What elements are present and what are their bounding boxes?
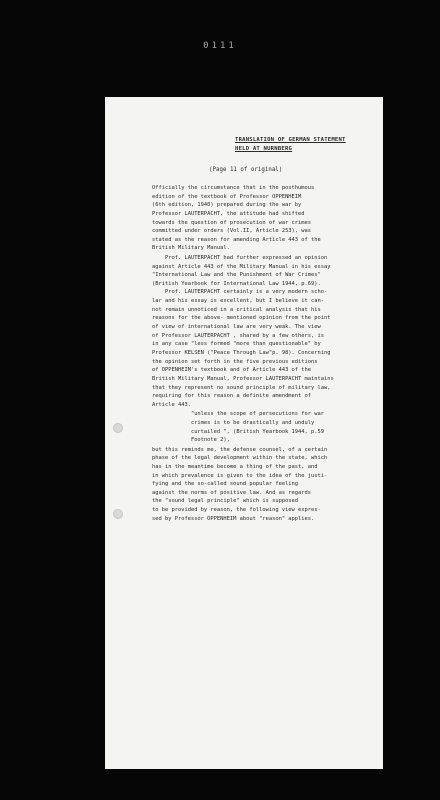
- body-line: but this reminds me, the defense counsel, of a certain: [152, 446, 328, 453]
- body-line: lar and his essay is excellent, but I believe it can-: [152, 298, 325, 305]
- body-line: against the norms of positive law. And as regards: [152, 489, 312, 496]
- body-line: (British Yearbook for International Law 1944, p.69).: [152, 280, 321, 287]
- document-page: [105, 97, 383, 769]
- body-line: requiring for this reason a definite amendment of: [152, 393, 312, 400]
- body-line: phase of the legal development within the state, which: [152, 455, 328, 462]
- body-line: that they represent no sound principle of military law,: [152, 384, 331, 391]
- body-line: Footnote 2),: [152, 437, 230, 444]
- page-reference: (Page 11 of original): [209, 167, 283, 173]
- body-line: fying and the so-called sound popular feeling: [152, 481, 299, 488]
- body-line: towards the question of prosecution of war crimes: [152, 219, 312, 226]
- body-text: [152, 184, 376, 523]
- body-line: British Military Manual.: [152, 245, 230, 252]
- body-line: of OPPENHEIM's textbook and of Article 443 of the: [152, 367, 312, 374]
- body-line: to be provided by reason, the following view expres-: [152, 507, 321, 514]
- body-line: curtailed ", (British Yearbook 1944, p.59: [152, 428, 325, 435]
- body-line: the opinion set forth in the five previous editions: [152, 358, 318, 365]
- document-heading: [235, 136, 375, 154]
- body-line: crimes is to be drastically and unduly: [152, 419, 315, 426]
- body-line: the "sound legal principle" which is supposed: [152, 498, 299, 505]
- body-line: Prof. LAUTERPACHT had further expressed an opinion: [152, 254, 328, 261]
- body-line: British Military Manual, Professor LAUTERPACHT maintains: [152, 375, 334, 382]
- body-line: not remain unnoticed in a critical analysis that his: [152, 306, 321, 313]
- heading-subtitle: HELD AT NURNBERG: [235, 146, 293, 152]
- punch-hole-top: [113, 423, 123, 433]
- body-line: Officially the circumstance that in the posthumous: [152, 185, 315, 191]
- frame-number: 0111: [203, 41, 237, 51]
- body-line: Professor KELSEN ("Peace Through Law"p. 98). Concerning: [152, 349, 331, 356]
- body-line: against Article 443 of the Military Manual in his essay: [152, 263, 331, 270]
- body-line: reasons for the above- mentioned opinion from the point: [152, 315, 331, 322]
- body-line: Professor LAUTERPACHT, the attitude had shifted: [152, 210, 305, 217]
- body-line: in which prevalence is given to the idea of the justi-: [152, 472, 328, 479]
- body-line: in any case "less formed "more than questionable" by: [152, 341, 321, 348]
- body-line: Article 443.: [152, 401, 191, 408]
- body-line: Prof. LAUTERPACHT certainly is a very modern scho-: [152, 289, 328, 296]
- punch-hole-bottom: [113, 509, 123, 519]
- body-line: (6th edition, 1940) prepared during the war by: [152, 202, 302, 209]
- body-line: of view of international law are very weak. The view: [152, 324, 321, 331]
- body-line: has in the meantime become a thing of the past, and: [152, 463, 318, 470]
- body-line: "unless the scope of persecutions for war: [152, 411, 325, 418]
- heading-title: TRANSLATION OF GERMAN STATEMENT: [235, 137, 346, 143]
- body-line: "International Law and the Punishment of War Crimes": [152, 272, 321, 279]
- body-line: committed under orders (Vol.II, Article 253), was: [152, 228, 312, 235]
- body-line: of Professor LAUTERPACHT , shared by a few others, is: [152, 332, 325, 339]
- body-line: edition of the textbook of Professor OPPENHEIM: [152, 193, 302, 200]
- body-line: sed by Professor OPPENHEIM about "reason" applies.: [152, 515, 315, 522]
- body-line: stated as the reason for amending Article 443 of the: [152, 236, 321, 243]
